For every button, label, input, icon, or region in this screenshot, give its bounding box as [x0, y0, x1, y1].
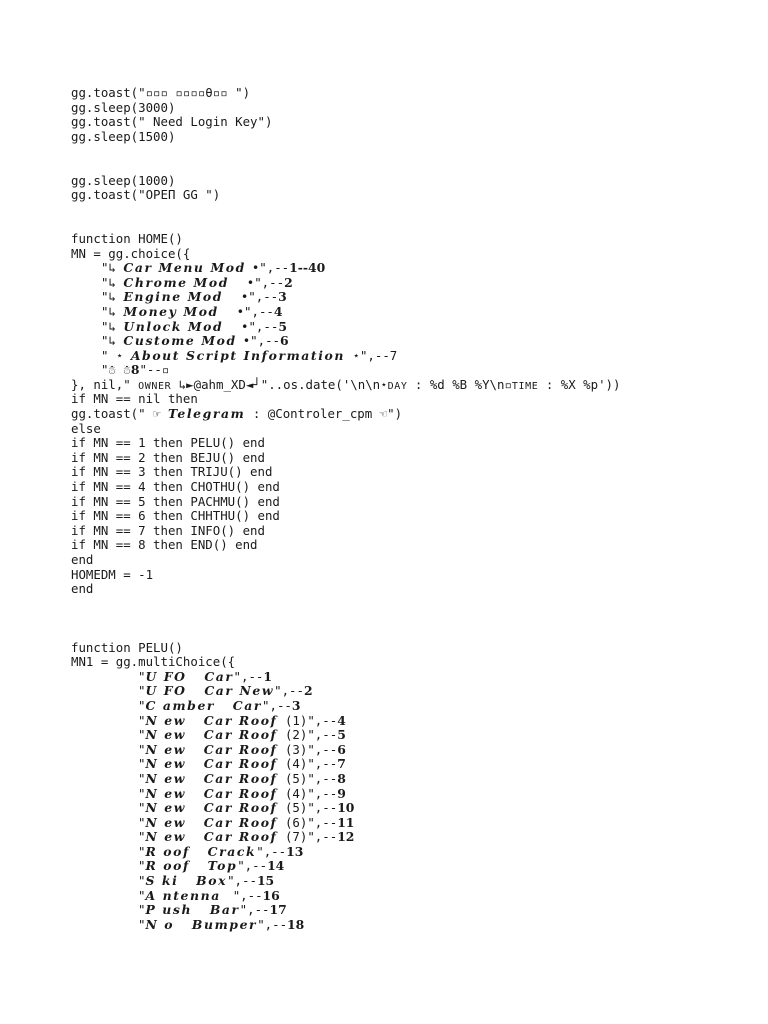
- item-number: 18: [287, 916, 305, 932]
- multichoice-item-line: [71, 743, 748, 758]
- multichoice-item-line: [71, 699, 748, 714]
- code-fragment: (2)",--: [277, 727, 338, 743]
- code-fragment: ",--: [257, 916, 288, 932]
- blank-line: [71, 611, 748, 626]
- blank-line: [71, 217, 748, 232]
- item-number: 3: [291, 697, 301, 713]
- code-fragment: : @Controler_cpm ☜"): [245, 406, 403, 422]
- code-line: if MN == 5 then PACHMU() end: [71, 493, 280, 509]
- menu-option-number: 5: [278, 318, 287, 334]
- item-number: 5: [337, 727, 346, 743]
- code-fragment: }, nil,": [71, 376, 139, 392]
- code-document: [71, 86, 748, 932]
- item-number: 15: [256, 873, 275, 889]
- multichoice-item-line: [71, 772, 748, 787]
- code-fragment: ": [138, 858, 146, 874]
- code-line: if MN == 8 then END() end: [71, 537, 258, 553]
- code-fragment: •",--: [241, 318, 279, 334]
- blank-line: [71, 597, 748, 612]
- menu-option-number: 4: [273, 303, 283, 319]
- code-line: MN = gg.choice({: [71, 245, 191, 261]
- code-fragment: (4)",--: [277, 785, 338, 801]
- code-fragment: ": [138, 814, 146, 830]
- code-line: if MN == 2 then BEJU() end: [71, 449, 265, 465]
- item-number: 14: [267, 858, 285, 874]
- item-number: 7: [337, 756, 346, 772]
- item-label: N ew Car Roof: [145, 727, 278, 743]
- code-fragment: "↳: [101, 289, 124, 305]
- multichoice-item-line: [71, 728, 748, 743]
- code-fragment: : %X %p')): [538, 376, 621, 392]
- item-label: N ew Car Roof: [145, 770, 278, 786]
- code-line: HOMEDM = -1: [71, 566, 154, 582]
- item-label: N ew Car Roof: [145, 756, 278, 772]
- menu-option-label: Unlock Mod: [123, 318, 242, 334]
- item-number: 16: [262, 887, 280, 903]
- code-line: [71, 407, 748, 422]
- menu-option-line: [71, 363, 748, 378]
- code-line: gg.toast(" Need Login Key"): [71, 114, 273, 130]
- telegram-label: Telegram: [167, 406, 246, 422]
- multichoice-item-line: [71, 714, 748, 729]
- code-fragment: "↳: [101, 318, 124, 334]
- code-line: if MN == 4 then CHOTHU() end: [71, 479, 280, 495]
- item-label: P ush Bar: [145, 902, 240, 918]
- code-fragment: ": [138, 829, 146, 845]
- item-number: 6: [337, 741, 346, 757]
- menu-option-label: Engine Mod: [123, 289, 241, 305]
- code-line: if MN == nil then: [71, 391, 198, 407]
- code-line: [71, 378, 748, 393]
- blank-line: [71, 144, 748, 159]
- code-fragment: (7)",--: [277, 829, 338, 845]
- code-line: if MN == 1 then PELU() end: [71, 435, 265, 451]
- item-label: U FO Car: [145, 668, 234, 684]
- code-fragment: "↳: [101, 333, 124, 349]
- code-fragment: ",--: [232, 887, 263, 903]
- item-label: A ntenna: [145, 887, 233, 903]
- blank-line: [71, 159, 748, 174]
- code-fragment: ": [138, 770, 146, 786]
- code-fragment: ": [138, 785, 146, 801]
- code-fragment: ",--: [233, 668, 264, 684]
- multichoice-item-line: [71, 684, 748, 699]
- item-number: 8: [337, 770, 346, 786]
- code-fragment: gg.toast(" ☞: [71, 406, 168, 422]
- code-fragment: ↳►@ahm_XD◄┘"..os.date('\n\n⋆: [171, 376, 388, 392]
- menu-option-label: Chrome Mod: [123, 274, 247, 290]
- menu-option-label: Money Mod: [123, 303, 237, 319]
- small-caps-text: TIME: [511, 380, 539, 392]
- menu-option-number: 1--40: [289, 260, 326, 276]
- code-line: else: [71, 420, 101, 436]
- item-label: N ew Car Roof: [145, 785, 278, 801]
- code-fragment: : %d %B %Y\n▫: [407, 376, 512, 392]
- code-fragment: •",--: [242, 333, 281, 349]
- item-label: N ew Car Roof: [145, 712, 278, 728]
- code-fragment: ",--: [262, 697, 292, 713]
- code-fragment: "↳: [101, 260, 124, 276]
- code-fragment: (5)",--: [277, 800, 338, 816]
- code-line: function PELU(): [71, 639, 183, 655]
- code-fragment: ": [138, 668, 146, 684]
- multichoice-item-line: [71, 787, 748, 802]
- code-fragment: "--▫: [139, 362, 170, 378]
- code-line: if MN == 7 then INFO() end: [71, 522, 265, 538]
- item-number: 4: [337, 712, 346, 728]
- multichoice-item-line: [71, 830, 748, 845]
- menu-option-label: Car Menu Mod: [123, 260, 252, 276]
- menu-option-number: 3: [278, 289, 287, 305]
- small-caps-text: OWNER: [138, 380, 172, 392]
- menu-option-label: About Script Information: [130, 347, 346, 363]
- code-line: gg.toast("▫▫▫ ▫▫▫▫θ▫▫ "): [71, 85, 251, 100]
- small-caps-text: DAY: [387, 380, 408, 392]
- item-number: 1: [263, 668, 273, 684]
- item-number: 13: [286, 843, 304, 859]
- menu-option-line: [71, 334, 748, 349]
- code-fragment: ",--: [256, 843, 287, 859]
- code-fragment: •",--: [240, 289, 279, 305]
- code-fragment: (3)",--: [277, 741, 338, 757]
- code-fragment: ": [138, 800, 146, 816]
- menu-option-number: 2: [284, 274, 293, 290]
- multichoice-item-line: [71, 874, 748, 889]
- item-label: C amber Car: [145, 697, 263, 713]
- code-fragment: ": [138, 741, 146, 757]
- blank-line: [71, 626, 748, 641]
- multichoice-item-line: [71, 801, 748, 816]
- code-fragment: •",--: [236, 303, 274, 319]
- multichoice-item-list: [71, 670, 748, 933]
- item-label: N ew Car Roof: [145, 829, 278, 845]
- item-label: R oof Crack: [145, 843, 257, 859]
- item-number: 11: [337, 814, 355, 830]
- menu-option-line: [71, 305, 748, 320]
- multichoice-item-line: [71, 889, 748, 904]
- code-fragment: ": [138, 697, 146, 713]
- code-line: gg.sleep(1000): [71, 172, 176, 188]
- code-line: end: [71, 552, 94, 567]
- item-number: 9: [337, 785, 346, 801]
- multichoice-item-line: [71, 859, 748, 874]
- code-fragment: ": [138, 843, 146, 859]
- menu-option-line: [71, 276, 748, 291]
- code-fragment: ": [138, 902, 146, 918]
- code-fragment: " ⋆: [101, 347, 131, 363]
- item-label: N ew Car Roof: [145, 741, 278, 757]
- item-number: 2: [303, 683, 313, 699]
- code-fragment: "↳: [101, 274, 124, 290]
- menu-option-line: [71, 261, 748, 276]
- code-fragment: ",--: [237, 858, 268, 874]
- multichoice-item-line: [71, 670, 748, 685]
- item-label: N ew Car Roof: [145, 800, 278, 816]
- code-fragment: ": [138, 916, 146, 932]
- code-line: MN1 = gg.multiChoice({: [71, 654, 236, 670]
- menu-option-label: Custome Mod: [123, 333, 243, 349]
- code-fragment: ",--: [239, 902, 270, 918]
- code-fragment: (5)",--: [277, 770, 338, 786]
- multichoice-item-line: [71, 845, 748, 860]
- code-line: gg.toast("OPEΠ GG "): [71, 187, 221, 203]
- menu-option-line: [71, 349, 748, 364]
- code-line: if MN == 3 then TRIJU() end: [71, 464, 273, 480]
- code-line: end: [71, 581, 94, 597]
- code-fragment: "☃ ☃: [101, 362, 131, 378]
- code-fragment: (1)",--: [277, 712, 338, 728]
- code-line: gg.sleep(1500): [71, 128, 176, 144]
- menu-option-line: [71, 320, 748, 335]
- item-label: U FO Car New: [145, 683, 275, 699]
- code-fragment: ",--: [227, 873, 257, 889]
- multichoice-item-line: [71, 757, 748, 772]
- code-fragment: ": [138, 756, 146, 772]
- code-fragment: ": [138, 683, 146, 699]
- multichoice-item-line: [71, 918, 748, 933]
- item-number: 12: [337, 829, 355, 845]
- menu-option-line: [71, 290, 748, 305]
- code-fragment: ": [138, 887, 146, 903]
- code-fragment: ": [138, 873, 146, 889]
- item-label: N ew Car Roof: [145, 814, 278, 830]
- code-line: function HOME(): [71, 230, 183, 246]
- code-fragment: ",--: [274, 683, 304, 699]
- item-label: R oof Top: [145, 858, 238, 874]
- code-fragment: ⋆",--7: [345, 347, 398, 363]
- code-fragment: "↳: [101, 303, 124, 319]
- code-line: gg.sleep(3000): [71, 99, 176, 115]
- code-fragment: ": [138, 727, 146, 743]
- blank-line: [71, 203, 748, 218]
- code-fragment: (6)",--: [277, 814, 338, 830]
- menu-option-number: 6: [280, 333, 289, 349]
- multichoice-item-line: [71, 816, 748, 831]
- code-fragment: ": [138, 712, 146, 728]
- multichoice-item-line: [71, 903, 748, 918]
- code-fragment: •",--: [251, 260, 290, 276]
- item-number: 10: [337, 800, 355, 816]
- code-line: if MN == 6 then CHHTHU() end: [71, 508, 280, 524]
- menu-option-number: 8: [130, 362, 140, 378]
- item-label: N o Bumper: [145, 916, 258, 932]
- item-number: 17: [269, 902, 287, 918]
- item-label: S ki Box: [145, 873, 228, 889]
- code-fragment: (4)",--: [277, 756, 338, 772]
- code-fragment: •",--: [246, 274, 285, 290]
